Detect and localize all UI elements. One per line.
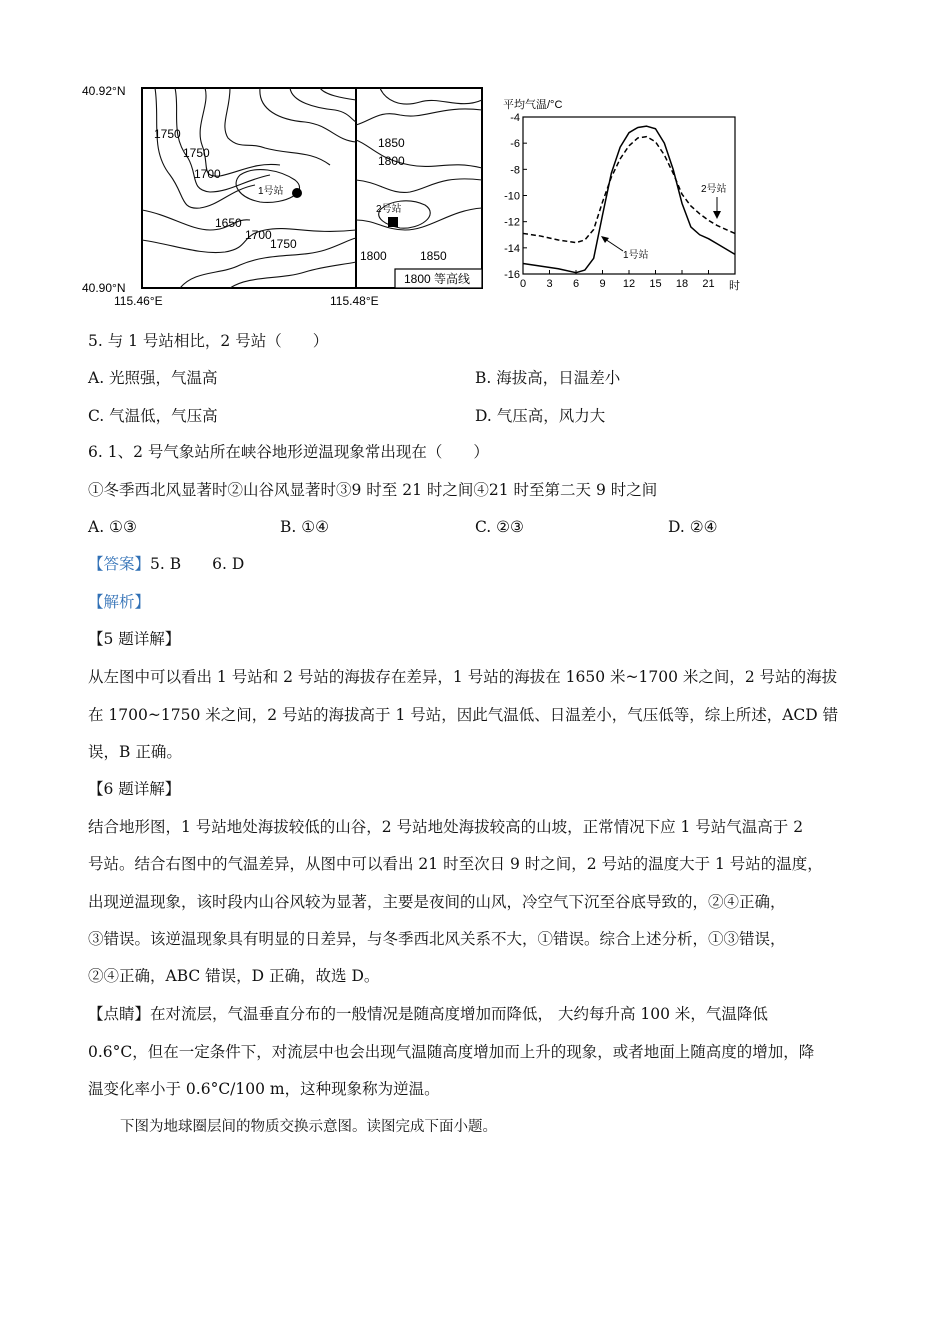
d6-line3: 出现逆温现象，该时段内山谷风较为显著，主要是夜间的山风，冷空气下沉至谷底导致的，②④正确， [88, 893, 786, 911]
y-tick-label: -4 [510, 112, 520, 124]
q6-option-a: A. ①③ [88, 518, 137, 536]
contour-label-1750a: 1750 [154, 127, 181, 141]
tip-text1: 在对流层，气温垂直分布的一般情况是随高度增加而降低， 大约每升高 100 米，气温降低 [150, 1005, 768, 1023]
q5-option-c: C. 气温低，气压高 [88, 407, 218, 425]
map-legend: 1800 等高线 [404, 272, 471, 286]
map-lat-bottom: 40.90°N [82, 281, 126, 295]
x-tick-label: 21 [702, 278, 715, 290]
map-lon-right: 115.48°E [330, 294, 379, 308]
x-tick-label: 0 [519, 278, 527, 290]
y-tick-label: -8 [510, 164, 520, 177]
contour-map [80, 80, 500, 310]
chart-ylabel: 平均气温/°C [503, 99, 563, 111]
d5-line2: 在 1700~1750 米之间，2 号站的海拔高于 1 号站，因此气温低、日温差小，气压低等，综上所述，ACD 错 [88, 706, 839, 724]
temperature-chart [495, 95, 755, 325]
y-tick-label: -10 [504, 190, 520, 203]
q5-option-a: A. 光照强，气温高 [88, 369, 218, 387]
y-tick-label: -14 [504, 242, 520, 255]
x-tick-label: 15 [649, 278, 662, 290]
q6-option-c: C. ②③ [475, 518, 524, 536]
next-intro: 下图为地球圈层间的物质交换示意图。读图完成下面小题。 [120, 1119, 497, 1135]
q5-stem: 5. 与 1 号站相比，2 号站（ ） [88, 332, 329, 350]
station1-marker [292, 188, 302, 198]
answer-line [88, 553, 244, 575]
tip-line3: 温变化率小于 0.6°C/100 m，这种现象称为逆温。 [88, 1080, 440, 1098]
q6-items: ①冬季西北风显著时②山谷风显著时③9 时至 21 时之间④21 时至第二天 9 时之间 [88, 481, 658, 499]
chart-arrowhead-s2 [713, 211, 721, 219]
chart-arrow-s1 [605, 239, 623, 251]
q6-option-b: B. ①④ [280, 518, 330, 536]
analysis-tag: 【解析】 [88, 593, 151, 611]
chart-xunit: 时 [729, 280, 740, 292]
answer-tag: 【答案】 [88, 555, 151, 573]
contour-label-1700b: 1700 [245, 228, 272, 242]
chart-label-s2: 2号站 [701, 184, 727, 195]
d6-title: 【6 题详解】 [88, 780, 181, 798]
y-tick-label: -16 [504, 269, 520, 281]
d6-line2: 号站。结合右图中的气温差异，从图中可以看出 21 时至次日 9 时之间，2 号站的温度大于 1 号站的温度， [88, 855, 823, 873]
map-lat-top: 40.92°N [82, 84, 126, 98]
d5-line3: 误，B 正确。 [88, 743, 182, 761]
contour-label-1750b: 1750 [183, 146, 210, 160]
analysis-line [88, 591, 150, 613]
tip-tag: 【点睛】 [88, 1005, 151, 1023]
map-lon-left: 115.46°E [114, 294, 163, 308]
q6-stem: 6. 1、2 号气象站所在峡谷地形逆温现象常出现在（ ） [88, 443, 489, 461]
contour-label-1800a: 1800 [378, 154, 405, 168]
y-tick-label: -12 [504, 216, 520, 229]
station2-marker [388, 217, 398, 227]
y-tick-label: -6 [510, 138, 520, 151]
chart-label-s1: 1号站 [623, 250, 649, 261]
contour-label-1700a: 1700 [194, 167, 221, 181]
contour-label-1650: 1650 [215, 216, 242, 230]
chart-arrowhead-s1 [601, 236, 609, 243]
x-tick-label: 12 [622, 278, 636, 290]
answer-text: 5. B 6. D [150, 555, 245, 573]
contour-label-1800b: 1800 [360, 249, 387, 263]
station1-label: 1号站 [258, 186, 284, 197]
d6-line4: ③错误。该逆温现象具有明显的日差异，与冬季西北风关系不大，①错误。综合上述分析，①③错误， [88, 930, 786, 948]
x-tick-label: 3 [546, 278, 553, 290]
tip-line2: 0.6°C，但在一定条件下，对流层中也会出现气温随高度增加而上升的现象，或者地面上随高度的增加，降 [88, 1043, 815, 1061]
x-tick-label: 9 [599, 278, 606, 290]
q5-option-b: B. 海拔高，日温差小 [475, 369, 621, 387]
x-tick-label: 18 [675, 278, 689, 290]
contour-label-1750c: 1750 [270, 237, 297, 251]
d5-title: 【5 题详解】 [88, 630, 181, 648]
q5-option-d: D. 气压高，风力大 [475, 407, 606, 425]
tip-line1 [88, 1003, 768, 1025]
station2-label: 2号站 [376, 204, 402, 215]
x-tick-label: 6 [572, 278, 580, 290]
q6-option-d: D. ②④ [668, 518, 718, 536]
d6-line5: ②④正确，ABC 错误，D 正确，故选 D。 [88, 967, 380, 985]
d6-line1: 结合地形图，1 号站地处海拔较低的山谷，2 号站地处海拔较高的山坡，正常情况下应 1 号站气温高于 2 [88, 818, 804, 836]
contour-label-1850b: 1850 [420, 249, 447, 263]
contour-label-1850a: 1850 [378, 136, 405, 150]
d5-line1: 从左图中可以看出 1 号站和 2 号站的海拔存在差异，1 号站的海拔在 1650 米~1700 米之间，2 号站的海拔 [88, 668, 838, 686]
